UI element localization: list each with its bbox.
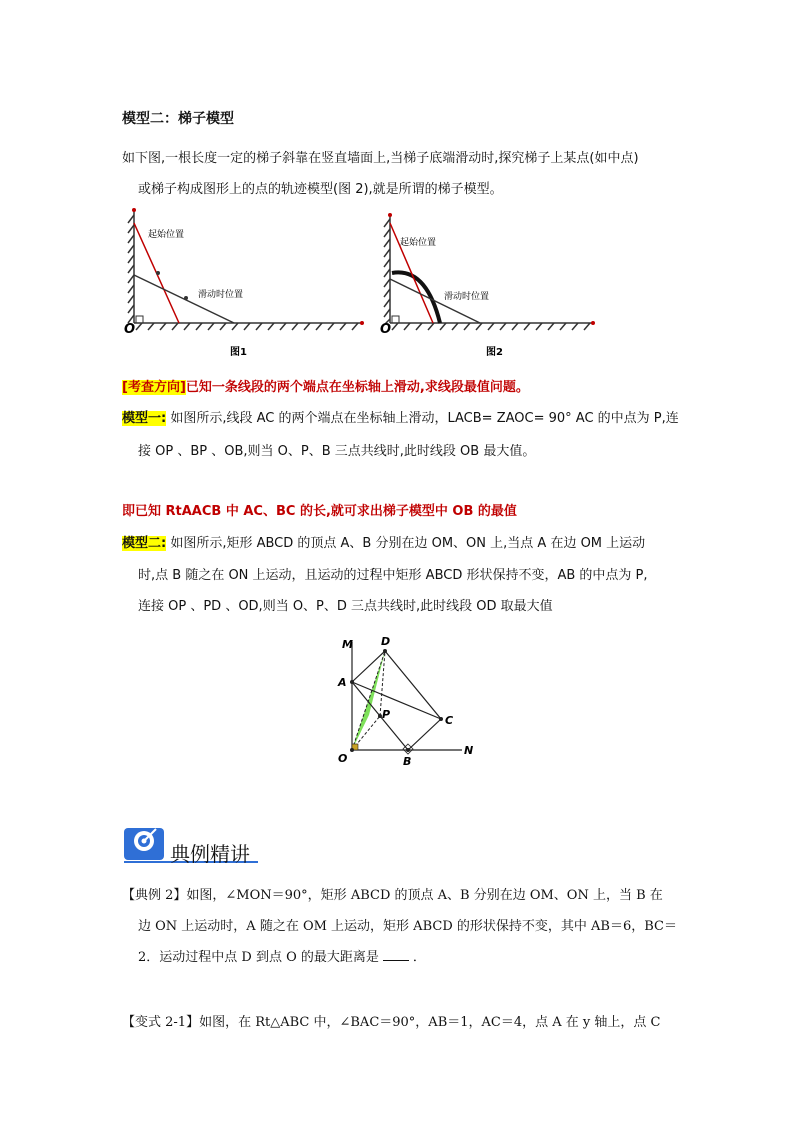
example2-text-1: 如图，∠MON＝90°，矩形 ABCD 的顶点 A、B 分别在边 OM、ON 上，当 B 在 bbox=[186, 888, 663, 903]
variant-text-1: 如图，在 Rt△ABC 中，∠BAC＝90°，AB＝1，AC＝4，点 A 在 y 轴上，点 C bbox=[199, 1015, 661, 1030]
fig3-label-n: N bbox=[464, 744, 474, 757]
model2-label: 模型二: bbox=[122, 536, 167, 551]
fig3-label-b: B bbox=[403, 755, 412, 768]
fig3-label-m: M bbox=[342, 638, 353, 651]
figure-3 bbox=[330, 632, 480, 772]
example2-text-3: 2．运动过程中点 D 到点 O 的最大距离是 bbox=[138, 950, 379, 965]
fig2-origin-label: O bbox=[380, 322, 392, 337]
example2-line-2: 边 ON 上运动时，A 随之在 OM 上运动，矩形 ABCD 的形状保持不变，其中 AB＝6，BC＝ bbox=[138, 919, 677, 934]
figure-2 bbox=[378, 205, 608, 360]
fig3-label-p: P bbox=[382, 708, 391, 721]
fig1-caption: 图1 bbox=[230, 347, 247, 358]
model1-line-2: 接 OP 、BP 、OB,则当 O、P、B 三点共线时,此时线段 OB 最大值。 bbox=[138, 444, 536, 459]
answer-blank[interactable] bbox=[383, 948, 409, 961]
model1-line-1 bbox=[122, 407, 679, 426]
fig3-label-o: O bbox=[338, 752, 348, 765]
model2-line-1 bbox=[122, 532, 645, 551]
intro-line-1: 如下图,一根长度一定的梯子斜靠在竖直墙面上,当梯子底端滑动时,探究梯子上某点(如中点) bbox=[122, 151, 639, 166]
figure-1 bbox=[122, 205, 372, 360]
fig3-label-c: C bbox=[445, 714, 454, 727]
example2-line-3 bbox=[138, 946, 426, 965]
fig2-caption: 图2 bbox=[486, 347, 503, 358]
fig3-label-a: A bbox=[338, 676, 347, 689]
fig1-start-label: 起始位置 bbox=[148, 230, 185, 240]
model1-label: 模型一: bbox=[122, 411, 167, 426]
exam-direction-tag: [考查方向] bbox=[122, 380, 186, 395]
model1-text-1: 如图所示,线段 AC 的两个端点在坐标轴上滑动，LACB= ZAOC= 90° AC 的中点为 P,连 bbox=[166, 411, 679, 426]
variant-line-1 bbox=[122, 1011, 660, 1030]
section-title: 模型二：梯子模型 bbox=[122, 111, 234, 127]
example2-line-1 bbox=[122, 884, 663, 903]
known-line: 即已知 RtAACB 中 AC、BC 的长,就可求出梯子模型中 OB 的最值 bbox=[122, 504, 517, 519]
fig2-slide-label: 滑动时位置 bbox=[444, 292, 490, 302]
fig2-start-label: 起始位置 bbox=[400, 238, 437, 248]
variant-tag: 【变式 2-1】 bbox=[122, 1015, 200, 1030]
model2-text-1: 如图所示,矩形 ABCD 的顶点 A、B 分别在边 OM、ON 上,当点 A 在边 OM 上运动 bbox=[166, 536, 646, 551]
intro-line-2: 或梯子构成图形上的点的轨迹模型(图 2),就是所谓的梯子模型。 bbox=[138, 182, 503, 197]
exam-direction-text: 已知一条线段的两个端点在坐标轴上滑动,求线段最值问题。 bbox=[185, 380, 529, 395]
model2-line-3: 连接 OP 、PD 、OD,则当 O、P、D 三点共线时,此时线段 OD 取最大值 bbox=[138, 599, 553, 614]
example2-tag: 【典例 2】 bbox=[122, 888, 187, 903]
fig1-origin-label: O bbox=[124, 322, 136, 337]
fig1-slide-label: 滑动时位置 bbox=[198, 290, 244, 300]
banner-title: 典例精讲 bbox=[170, 842, 250, 866]
example2-text-3-end: ． bbox=[412, 950, 426, 965]
fig3-label-d: D bbox=[381, 635, 391, 648]
model2-line-2: 时,点 B 随之在 ON 上运动，且运动的过程中矩形 ABCD 形状保持不变，AB 的中点为 P, bbox=[138, 568, 648, 583]
exam-direction bbox=[122, 376, 529, 395]
